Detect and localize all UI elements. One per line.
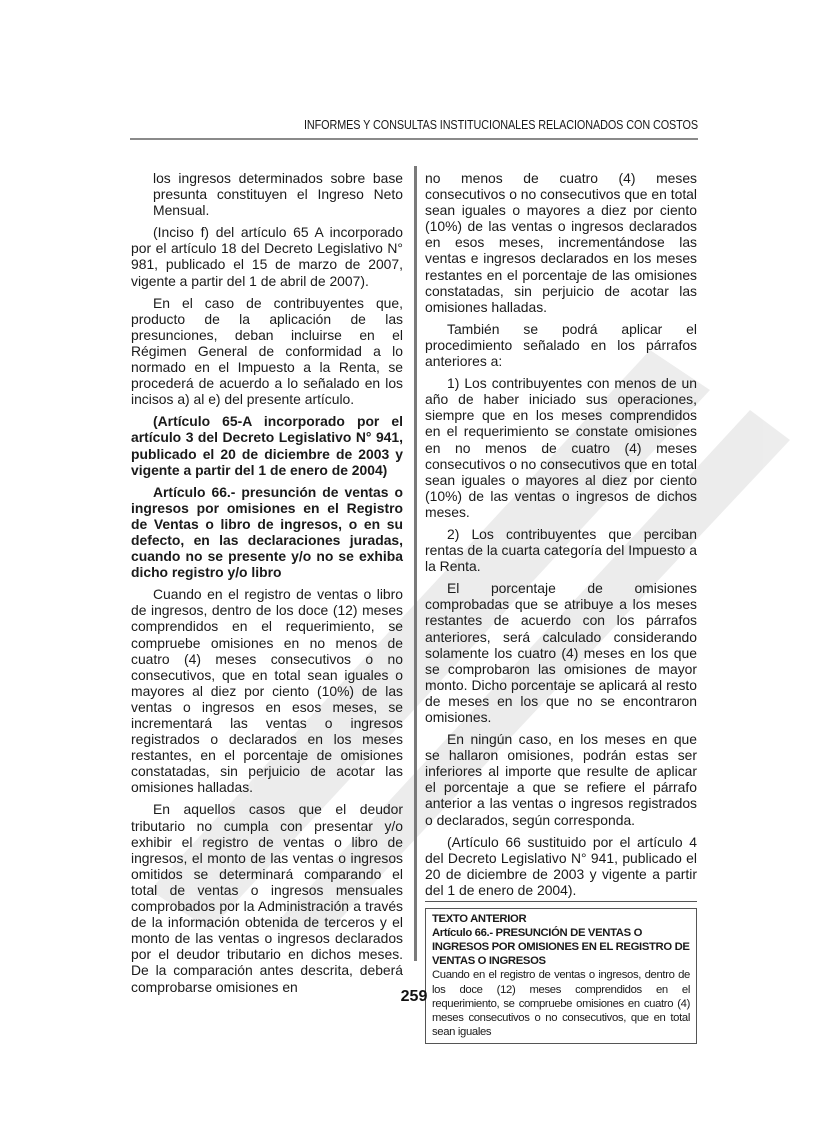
list-item: 2) Los contribuyentes que perciban rentas de la cuarta categoría del Impuesto a la Renta. (425, 525, 697, 575)
paragraph: En aquellos casos que el deudor tributario no cumpla con presentar y/o exhibir el registro de ventas o libro de ingresos, el monto de las ventas o ingresos omitidos se determinará comparando el total de ventas o ingresos mensuales comprobados por la Administración a través de la información obtenida de terceros y el monto de las ventas o ingresos declarados por el deudor tributario en dichos meses. De la comparación antes descrita, deberá comprobarse omisiones en (131, 801, 403, 995)
previous-text-box (425, 908, 697, 1044)
paragraph: En ningún caso, en los meses en que se hallaron omisiones, podrán estas ser inferiores al importe que resulte de aplicar el porcentaje a que se refiere el párrafo anterior a las ventas o ingresos registrados o declarados, según corresponda. (425, 731, 697, 828)
list-item: 1) Los contribuyentes con menos de un año de haber iniciado sus operaciones, siempre que en los meses comprendidos en el requerimiento se constate omisiones en no menos de cuatro (4) meses consecutivos o no consecutivos que en total sean iguales o mayores al diez por ciento (10%) de las ventas o ingresos de dichos meses. (425, 375, 697, 520)
paragraph: los ingresos determinados sobre base presunta constituyen el Ingreso Neto Mensual. (153, 170, 403, 219)
paragraph: no menos de cuatro (4) meses consecutivos o no consecutivos que en total sean iguales o mayores a diez por ciento (10%) de las ventas o ingresos declarados en esos meses, incrementándose las ventas e ingresos declarados en los meses restantes en el porcentaje de las omisiones constatadas, sin perjuicio de acotar las omisiones halladas. (425, 170, 697, 315)
previous-text-body: Cuando en el registro de ventas o ingresos, dentro de los doce (12) meses comprendidos en el requerimiento, se compruebe omisiones en cuatro (4) meses consecutivos o no consecutivos, que en total sean iguales (432, 969, 690, 1038)
page-number: 259 (400, 988, 428, 1005)
previous-text-title: TEXTO ANTERIOR (432, 913, 527, 926)
article-heading: Artículo 66.- presunción de ventas o ingresos por omisiones en el Registro de Ventas o libro de ingresos, o en su defecto, en las declaraciones juradas, cuando no se presente y/o no se exhiba dicho registro y/o libro (131, 483, 403, 581)
header-rule (130, 138, 698, 140)
paragraph: El porcentaje de omisiones comprobadas que se atribuye a los meses restantes de acuerdo con los párrafos anteriores, será calculado considerando solamente los cuatro (4) meses en los que se comprobaron las omisiones de mayor monto. Dicho porcentaje se aplicará al resto de meses en los que no se encontraron omisiones. (425, 580, 697, 725)
paragraph: (Inciso f) del artículo 65 A incorporado por el artículo 18 del Decreto Legislativo N° 981, publicado el 15 de marzo de 2007, vigente a partir del 1 de abril de 2007). (131, 224, 403, 289)
paragraph: Cuando en el registro de ventas o libro de ingresos, dentro de los doce (12) meses comprendidos en el requerimiento, se compruebe omisiones en no menos de cuatro (4) meses consecutivos o no consecutivos, que en total sean iguales o mayores al diez por ciento (10%) de las ventas o ingresos en esos meses, se incrementará las ventas o ingresos registrados o declarados en los meses restantes, en el porcentaje de omisiones constatadas, sin perjuicio de acotar las omisiones halladas. (131, 586, 403, 796)
legal-note: (Artículo 65-A incorporado por el artículo 3 del Decreto Legislativo N° 941, publicado el 20 de diciembre de 2003 y vigente a partir del 1 de enero de 2004) (131, 413, 403, 478)
paragraph: En el caso de contribuyentes que, producto de la aplicación de las presunciones, deban incluirse en el Régimen General de conformidad a lo normado en el Impuesto a la Renta, se procederá de acuerdo a lo señalado en los incisos a) al e) del presente artículo. (131, 294, 403, 408)
previous-text-heading: Artículo 66.- PRESUNCIÓN DE VENTAS O INGRESOS POR OMISIONES EN EL REGISTRO DE VENTAS O INGRESOS (432, 927, 690, 968)
legal-note: (Artículo 66 sustituido por el artículo 4 del Decreto Legislativo N° 941, publicado el 20 de diciembre de 2003 y vigente a partir del 1 de enero de 2004). (425, 834, 697, 902)
right-column (425, 170, 697, 1044)
column-divider (414, 166, 417, 961)
left-column (131, 170, 403, 1001)
paragraph: También se podrá aplicar el procedimiento señalado en los párrafos anteriores a: (425, 320, 697, 370)
running-header: INFORMES Y CONSULTAS INSTITUCIONALES RELACIONADOS CON COSTOS (303, 118, 698, 132)
